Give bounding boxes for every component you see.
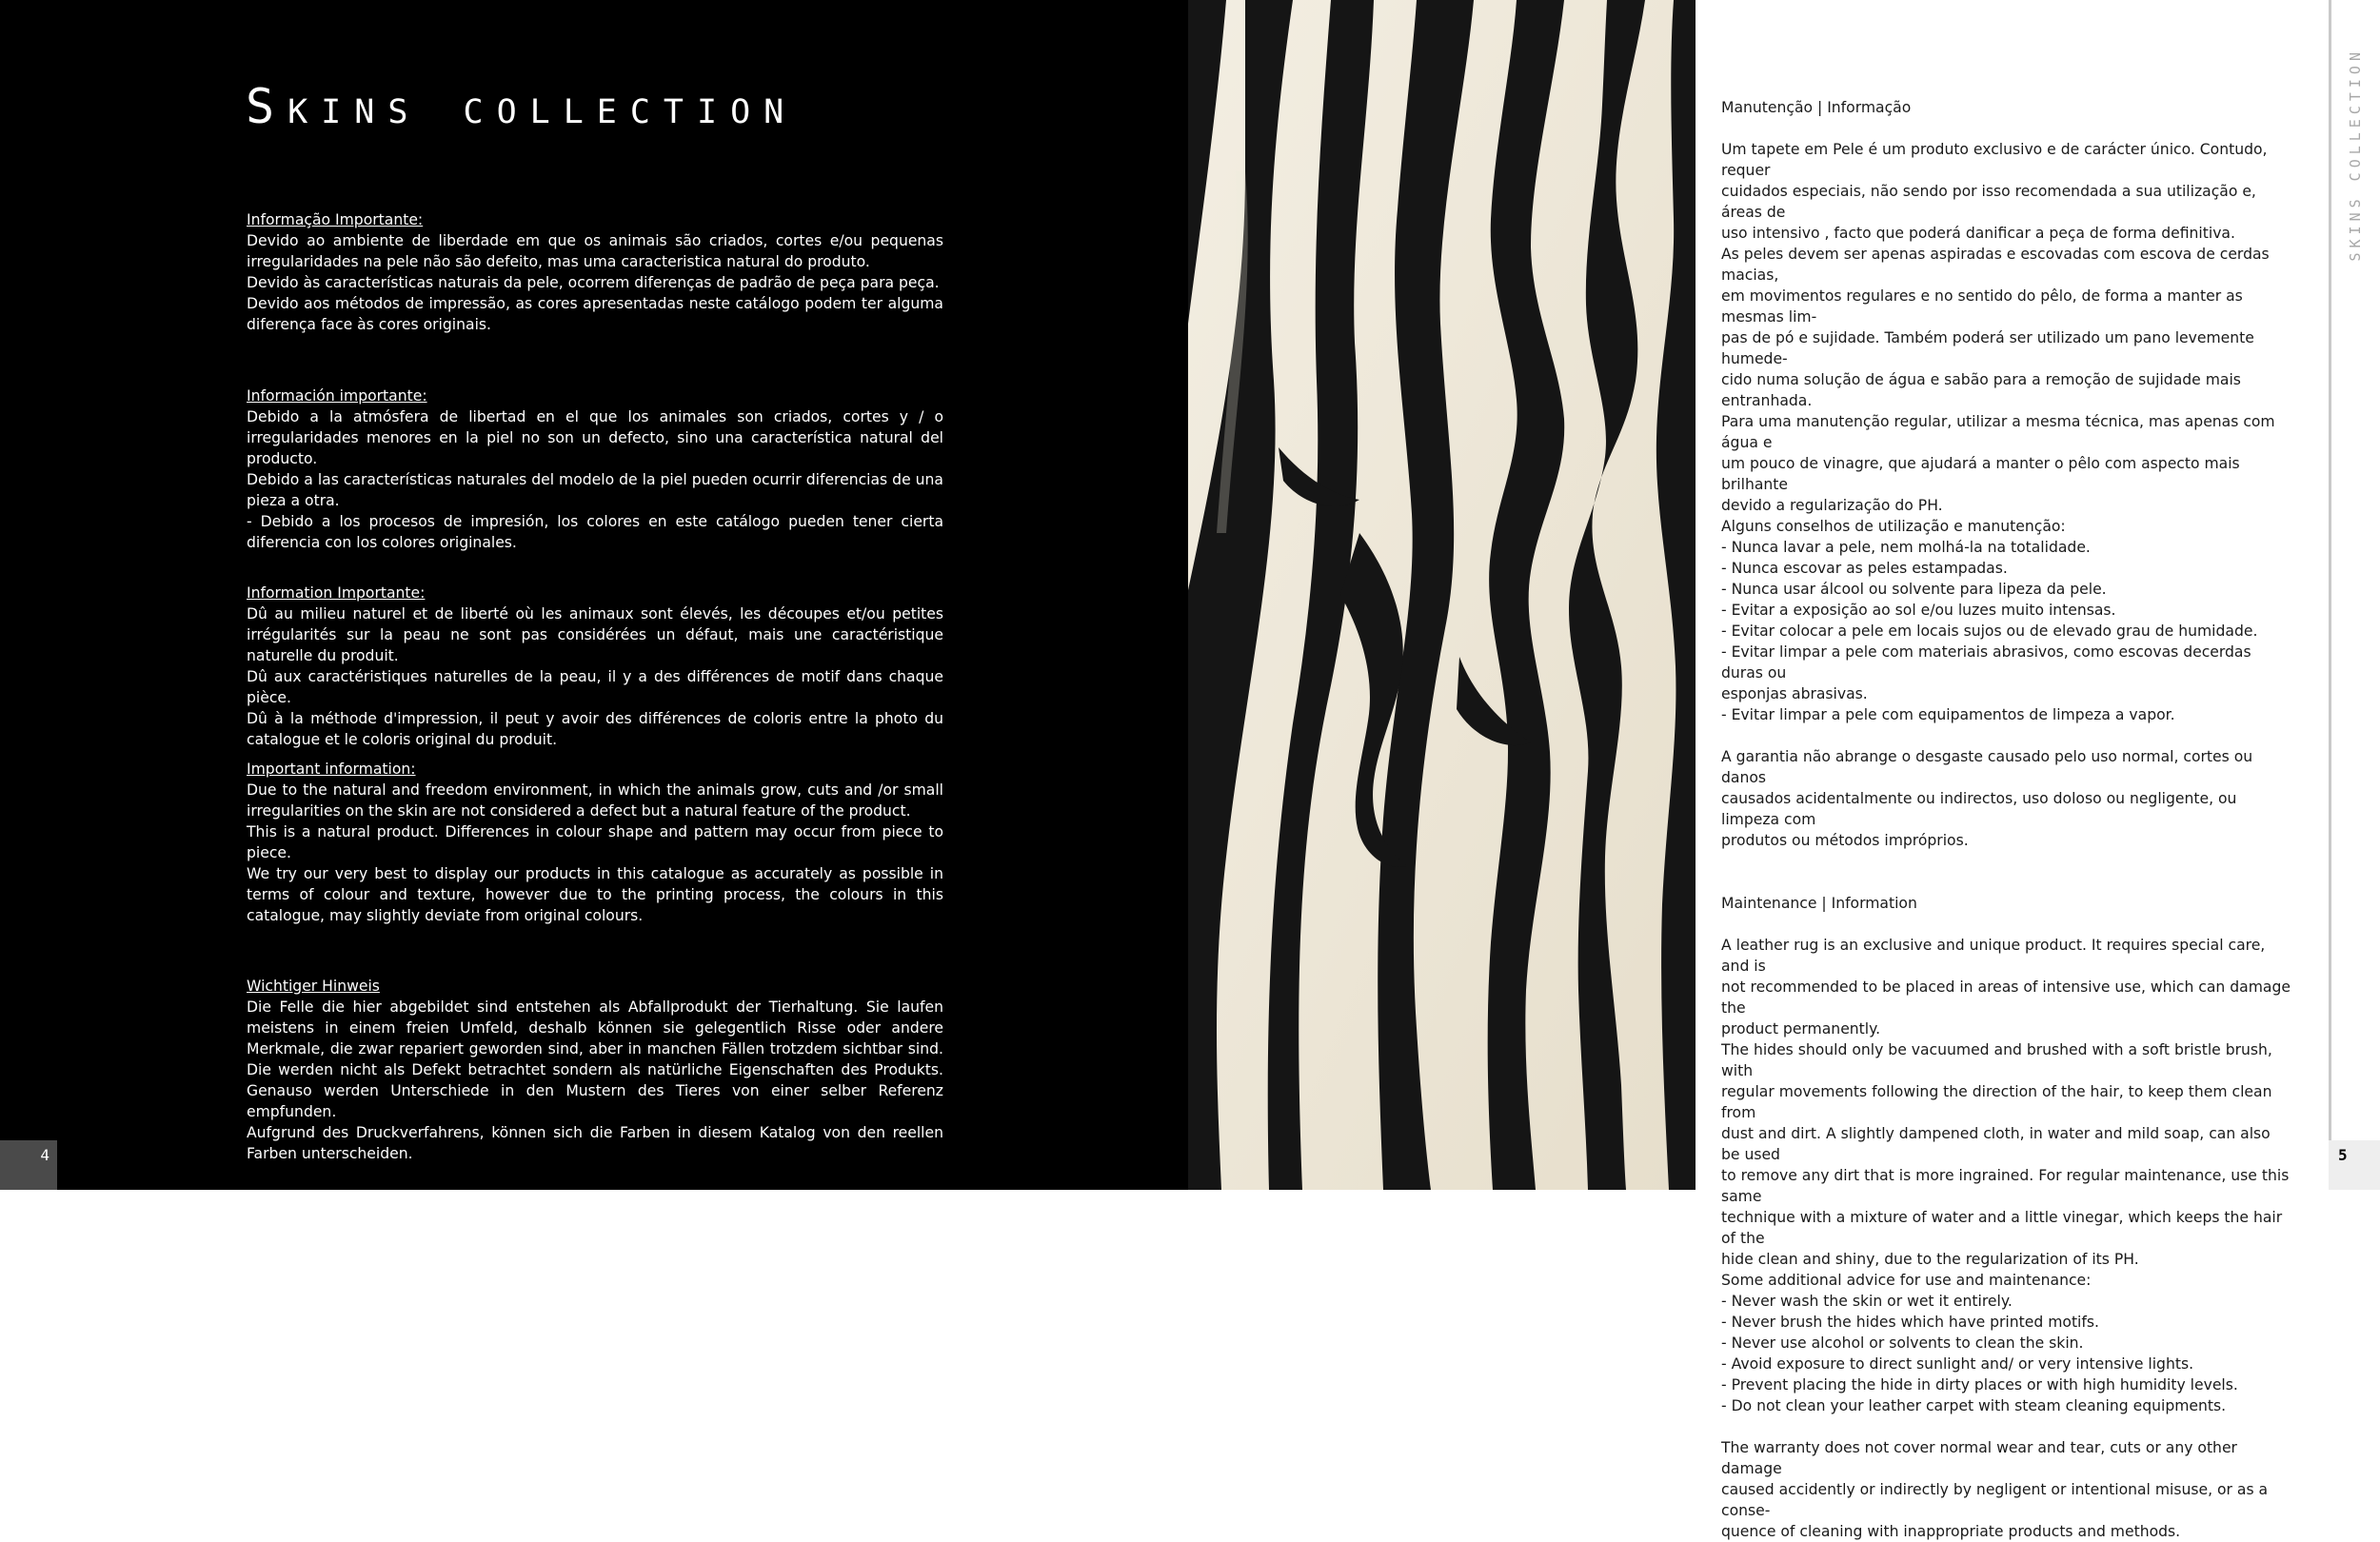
maintenance-line: - Nunca usar álcool ou solvente para lipeza da pele. [1721,581,2107,598]
notice-text: Dû aux caractéristiques naturelles de la peau, il y a des différences de motif dans chaque pièce. [247,668,943,706]
maintenance-line: technique with a mixture of water and a little vinegar, which keeps the hair of the [1721,1209,2283,1247]
notice-text: Aufgrund des Druckverfahrens, können sich die Farben in diesem Katalog von den reellen Farben unterscheiden. [247,1124,943,1162]
page-number-left: 4 [0,1140,57,1190]
maintenance-line: caused accidently or indirectly by negligent or intentional misuse, or as a conse- [1721,1481,2269,1519]
notice-text: Devido ao ambiente de liberdade em que os animais são criados, cortes e/ou pequenas irregularidades na pele não são defeito, mas uma caracteristica natural do produto. [247,232,943,270]
maintenance-line: - Do not clean your leather carpet with steam cleaning equipments. [1721,1397,2227,1414]
notice-heading: Informação Importante: [247,211,424,228]
maintenance-text [1721,97,2292,1542]
zebra-skin-photo [1188,0,1696,1190]
notice-heading: Información importante: [247,387,427,405]
maintenance-line [1721,872,2292,893]
notice-portuguese [247,209,943,335]
notice-text: Debido a las características naturales del modelo de la piel pueden ocurrir diferencias de una pieza a otra. [247,471,943,509]
notice-english [247,759,943,926]
maintenance-line: Some additional advice for use and maintenance: [1721,1272,2092,1289]
maintenance-line [1721,914,2292,935]
maintenance-line: Manutenção | Informação [1721,99,1912,116]
maintenance-line: - Evitar colocar a pele em locais sujos ou de elevado grau de humidade. [1721,623,2258,640]
maintenance-line: - Never wash the skin or wet it entirely. [1721,1293,2013,1310]
maintenance-line: The warranty does not cover normal wear and tear, cuts or any other damage [1721,1439,2237,1477]
maintenance-line: Maintenance | Information [1721,895,1917,912]
maintenance-line [1721,118,2292,139]
notice-text: Dû au milieu naturel et de liberté où les animaux sont élevés, les découpes et/ou petites irrégularités sur la peau ne sont pas considérées un défaut, mais une caractéristique naturelle du produit. [247,605,943,664]
right-page [1696,0,2380,1540]
maintenance-line [1721,851,2292,872]
notice-spanish [247,386,943,553]
maintenance-line: Para uma manutenção regular, utilizar a mesma técnica, mas apenas com água e [1721,413,2275,451]
page-title: Skins collection [246,79,798,134]
maintenance-line: em movimentos regulares e no sentido do pêlo, de forma a manter as mesmas lim- [1721,287,2243,326]
maintenance-line: cuidados especiais, não sendo por isso recomendada a sua utilização e, áreas de [1721,183,2256,221]
maintenance-line: - Never brush the hides which have printed motifs. [1721,1314,2099,1331]
notice-text: We try our very best to display our products in this catalogue as accurately as possible in terms of colour and texture, however due to the printing process, the colours in this catalogue, may slightly deviate from original colours. [247,865,943,924]
maintenance-line: dust and dirt. A slightly dampened cloth, in water and mild soap, can also be used [1721,1125,2271,1163]
maintenance-line: - Nunca lavar a pele, nem molhá-la na totalidade. [1721,539,2091,556]
maintenance-line: causados acidentalmente ou indirectos, uso doloso ou negligente, ou limpeza com [1721,790,2237,828]
notice-text: Die Felle die hier abgebildet sind entstehen als Abfallprodukt der Tierhaltung. Sie laufen meistens in einem freien Umfeld, deshalb können sie gelegentlich Risse oder andere Merkmale, die zwar repariert geworden sind, aber in manchen Fällen trotzdem sichtbar sind. Die werden nicht als Defekt betrachtet sondern als natürliche Eigenschaften des Produkts. Genauso werden Unterschiede in den Mustern des Tieres von einer selber Referenz empfunden. [247,998,943,1120]
maintenance-line: - Nunca escovar as peles estampadas. [1721,560,2008,577]
side-rule [2329,0,2331,1140]
notice-german [247,976,943,1164]
notice-text: Devido às características naturais da pele, ocorrem diferenças de padrão de peça para peça. [247,274,940,291]
notice-text: - Debido a los procesos de impresión, los colores en este catálogo pueden tener cierta diferencia con los colores originales. [247,513,943,551]
maintenance-line: As peles devem ser apenas aspiradas e escovadas com escova de cerdas macias, [1721,246,2270,284]
maintenance-line: A garantia não abrange o desgaste causado pelo uso normal, cortes ou danos [1721,748,2253,786]
maintenance-line: - Evitar limpar a pele com equipamentos de limpeza a vapor. [1721,706,2175,723]
notice-text: This is a natural product. Differences in colour shape and pattern may occur from piece to piece. [247,823,943,861]
maintenance-line: - Avoid exposure to direct sunlight and/ or very intensive lights. [1721,1355,2194,1373]
maintenance-line: produtos ou métodos impróprios. [1721,832,1969,849]
zebra-stripes-illustration [1188,0,1696,1190]
notice-text: Devido aos métodos de impressão, as cores apresentadas neste catálogo podem ter alguma diferença face às cores originais. [247,295,943,333]
notice-text: Dû à la méthode d'impression, il peut y avoir des différences de coloris entre la photo du catalogue et le coloris original du produit. [247,710,943,748]
maintenance-line: - Evitar a exposição ao sol e/ou luzes muito intensas. [1721,602,2116,619]
maintenance-line [1721,1416,2292,1437]
maintenance-line: hide clean and shiny, due to the regularization of its PH. [1721,1251,2139,1268]
notice-text: Due to the natural and freedom environment, in which the animals grow, cuts and /or small irregularities on the skin are not considered a defect but a natural feature of the product. [247,781,943,820]
maintenance-line: pas de pó e sujidade. Também poderá ser utilizado um pano levemente humede- [1721,329,2254,367]
notice-text: Debido a la atmósfera de libertad en el que los animales son criados, cortes y / o irregularidades menores en la piel no son un defecto, sino una característica natural del producto. [247,408,943,467]
maintenance-line: to remove any dirt that is more ingrained. For regular maintenance, use this same [1721,1167,2290,1205]
maintenance-line: - Prevent placing the hide in dirty places or with high humidity levels. [1721,1376,2238,1394]
maintenance-line: Um tapete em Pele é um produto exclusivo e de carácter único. Contudo, requer [1721,141,2268,179]
maintenance-line: um pouco de vinagre, que ajudará a manter o pêlo com aspecto mais brilhante [1721,455,2240,493]
maintenance-line: A leather rug is an exclusive and unique product. It requires special care, and is [1721,937,2266,975]
notice-heading: Wichtiger Hinweis [247,978,380,995]
left-page [0,0,1188,1190]
maintenance-line: Alguns conselhos de utilização e manutenção: [1721,518,2066,535]
notice-heading: Important information: [247,761,416,778]
maintenance-line: regular movements following the direction of the hair, to keep them clean from [1721,1083,2272,1121]
maintenance-line: devido a regularização do PH. [1721,497,1943,514]
side-title: SKINS COLLECTION [2347,48,2364,262]
maintenance-line: not recommended to be placed in areas of intensive use, which can damage the [1721,979,2291,1017]
maintenance-line: The hides should only be vacuumed and brushed with a soft bristle brush, with [1721,1041,2272,1079]
maintenance-line: esponjas abrasivas. [1721,685,1868,702]
maintenance-line: cido numa solução de água e sabão para a remoção de sujidade mais entranhada. [1721,371,2241,409]
notice-french [247,583,943,750]
maintenance-line [1721,725,2292,746]
maintenance-line: uso intensivo , facto que poderá danificar a peça de forma definitiva. [1721,225,2235,242]
maintenance-line: - Never use alcohol or solvents to clean the skin. [1721,1334,2084,1352]
page-number-right: 5 [2329,1140,2380,1190]
maintenance-line: - Evitar limpar a pele com materiais abrasivos, como escovas decerdas duras ou [1721,643,2251,682]
notice-heading: Information Importante: [247,584,426,602]
maintenance-line: product permanently. [1721,1020,1881,1038]
maintenance-line: quence of cleaning with inappropriate products and methods. [1721,1523,2181,1540]
